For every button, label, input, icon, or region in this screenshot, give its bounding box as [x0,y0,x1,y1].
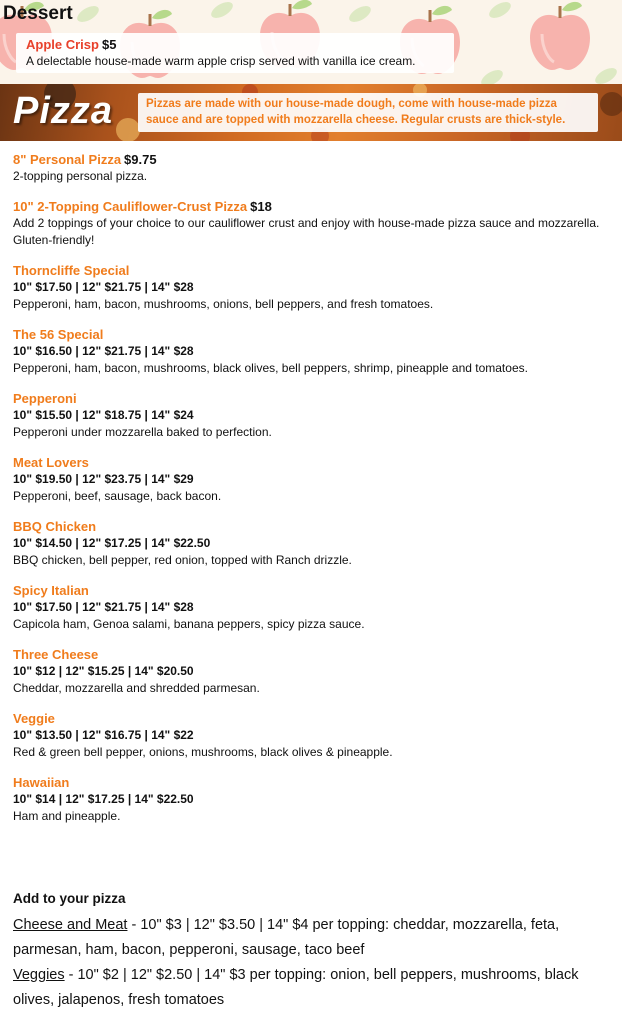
menu-item-description: BBQ chicken, bell pepper, red onion, topped with Ranch drizzle. [13,553,352,567]
menu-item [13,646,613,697]
menu-item-name: 10" 2-Topping Cauliflower-Crust Pizza [13,199,248,214]
addon-item [13,963,609,1013]
menu-item-name: Spicy Italian [13,583,89,598]
menu-item [13,151,613,185]
leaf-icon [347,3,374,25]
menu-item-description: Capicola ham, Genoa salami, banana peppers, spicy pizza sauce. [13,617,365,631]
menu-item-price: $18 [250,199,272,214]
menu-item [13,582,613,633]
menu-item-prices: 10" $15.50 | 12" $18.75 | 14" $24 [13,408,194,422]
menu-item [13,518,613,569]
leaf-icon [479,67,506,84]
menu-item [13,326,613,377]
menu-item-prices: 10" $14 | 12" $17.25 | 14" $22.50 [13,792,194,806]
menu-item-description: Pepperoni under mozzarella baked to perfection. [13,425,272,439]
menu-item-prices: 10" $14.50 | 12" $17.25 | 14" $22.50 [13,536,211,550]
add-to-pizza-section [13,889,609,1013]
pizza-menu-list [13,151,613,838]
dessert-item-card [16,33,454,73]
addon-label: Cheese and Meat [13,917,128,933]
menu-item-description: Red & green bell pepper, onions, mushrooms, black olives & pineapple. [13,745,393,759]
menu-item-prices: 10" $12 | 12" $15.25 | 14" $20.50 [13,664,194,678]
menu-item-description: Pepperoni, ham, bacon, mushrooms, onions, bell peppers, and fresh tomatoes. [13,297,434,311]
leaf-icon [487,0,514,21]
menu-item-name: Meat Lovers [13,455,89,470]
menu-item-name: Three Cheese [13,647,99,662]
menu-item-prices: 10" $17.50 | 12" $21.75 | 14" $28 [13,280,194,294]
addon-label: Veggies [13,967,65,983]
pizza-info-box [138,93,598,132]
add-to-pizza-heading: Add to your pizza [13,891,126,906]
menu-item-description: 2-topping personal pizza. [13,169,148,183]
menu-item-prices: 10" $13.50 | 12" $16.75 | 14" $22 [13,728,194,742]
pizza-info-text: Pizzas are made with our house-made dough, come with house-made pizza sauce and are topped with mozzarella cheese. Regular crusts are thick-style. [146,98,566,126]
menu-item-name: BBQ Chicken [13,519,97,534]
menu-item-description: Pepperoni, ham, bacon, mushrooms, black olives, bell peppers, shrimp, pineapple and tomatoes. [13,361,528,375]
leaf-icon [75,3,102,25]
menu-item-name: Thorncliffe Special [13,263,130,278]
menu-item-prices: 10" $19.50 | 12" $23.75 | 14" $29 [13,472,194,486]
menu-item-description: Pepperoni, beef, sausage, back bacon. [13,489,222,503]
addon-details: - 10" $2 | 12" $2.50 | 14" $3 per topping: onion, bell peppers, mushrooms, black olives, jalapenos, fresh tomatoes [13,967,579,1008]
leaf-icon [209,0,236,21]
menu-item [13,454,613,505]
menu-item-name-row [13,151,613,168]
menu-item-name: Veggie [13,711,55,726]
dessert-heading: Dessert [3,3,73,24]
apple-icon [530,2,590,70]
menu-item-name: Hawaiian [13,775,70,790]
addon-details: - 10" $3 | 12" $3.50 | 14" $4 per topping: cheddar, mozzarella, feta, parmesan, ham, bacon, pepperoni, sausage, taco beef [13,917,560,958]
menu-item-description: Ham and pineapple. [13,809,121,823]
addon-item [13,913,609,963]
menu-item-name: 8" Personal Pizza [13,152,122,167]
dessert-item-description: A delectable house-made warm apple crisp served with vanilla ice cream. [26,54,416,68]
leaf-icon [593,65,620,84]
pizza-banner [0,84,622,141]
dessert-section [0,0,622,84]
menu-item [13,198,613,249]
pizza-heading: Pizza [13,90,114,132]
dessert-item-name-row [26,37,116,52]
menu-item-name-row [13,198,613,215]
dessert-item-name: Apple Crisp [26,37,99,52]
menu-item [13,390,613,441]
menu-item [13,710,613,761]
menu-item-description: Cheddar, mozzarella and shredded parmesan. [13,681,260,695]
menu-item-price: $9.75 [124,152,157,167]
menu-item-name: The 56 Special [13,327,104,342]
menu-item-prices: 10" $17.50 | 12" $21.75 | 14" $28 [13,600,194,614]
menu-item-name: Pepperoni [13,391,77,406]
menu-item [13,262,613,313]
menu-item-description: Add 2 toppings of your choice to our cauliflower crust and enjoy with house-made pizza sauce and mozzarella. Gluten-friendly! [13,216,600,247]
dessert-item-price: $5 [101,37,117,52]
menu-item [13,774,613,825]
menu-item-prices: 10" $16.50 | 12" $21.75 | 14" $28 [13,344,194,358]
